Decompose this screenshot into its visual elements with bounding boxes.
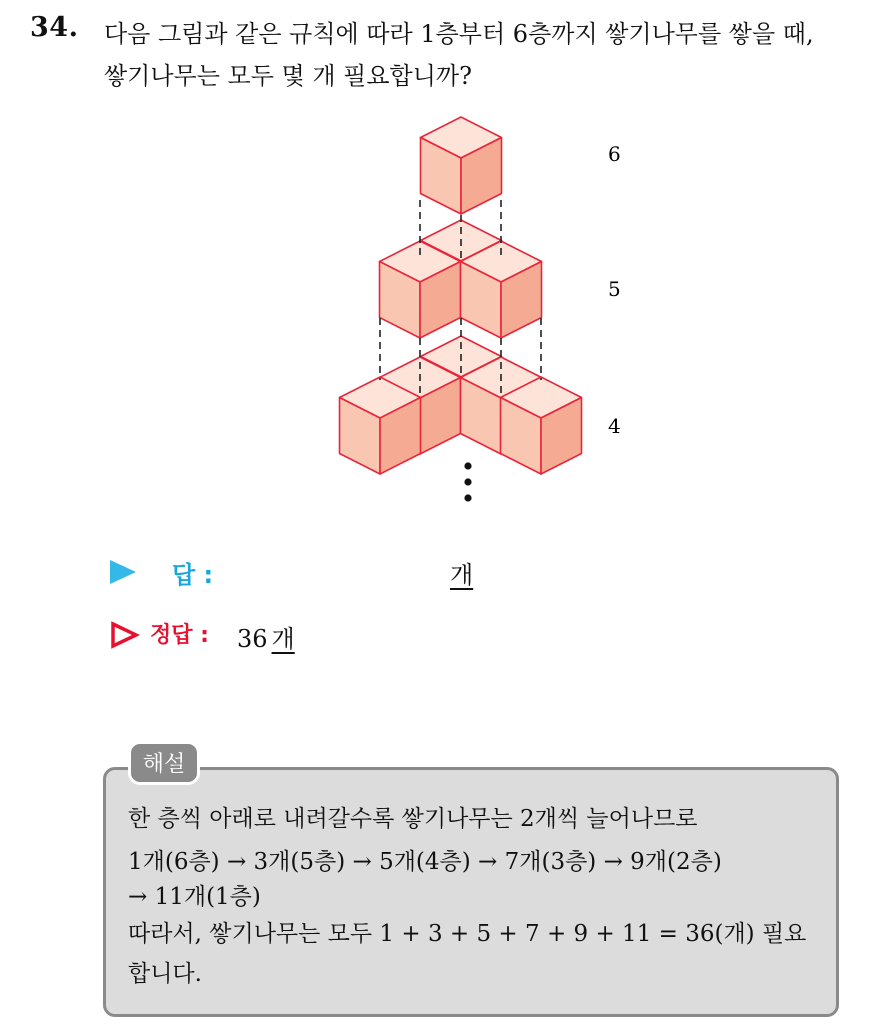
answer-unit: 개 (450, 561, 474, 589)
explanation-line-5: 합니다. (128, 961, 202, 987)
answer-row (110, 555, 610, 591)
question-number: 34. (30, 12, 79, 43)
answer-label: 답 : (172, 561, 214, 589)
play-triangle-icon (110, 560, 136, 584)
layer-label-6: 6 (608, 142, 621, 166)
correct-answer-unit: 개 (271, 625, 295, 653)
layer-label-4: 4 (608, 414, 621, 438)
answer-blank[interactable] (450, 555, 473, 590)
explanation-line-2: 1개(6층) → 3개(5층) → 5개(4층) → 7개(3층) → 9개(2층) (128, 849, 722, 875)
explanation-line-1: 한 층씩 아래로 내려갈수록 쌓기나무는 2개씩 늘어나므로 (128, 806, 698, 832)
layer-label-5: 5 (608, 277, 621, 301)
continuation-dots (464, 462, 471, 501)
explanation-line-4: 따라서, 쌓기나무는 모두 1 + 3 + 5 + 7 + 9 + 11 = 36(개) 필요 (128, 921, 807, 947)
correct-answer-row (110, 618, 610, 654)
correct-answer-label: 정답 : (150, 623, 209, 648)
question-text-line-2: 쌓기나무는 모두 몇 개 필요합니까? (104, 62, 472, 90)
correct-answer-value (237, 619, 295, 654)
correct-answer-number: 36 (237, 625, 268, 653)
outline-triangle-icon (110, 621, 140, 649)
explanation-tag: 해설 (128, 741, 200, 785)
explanation-line-3: → 11개(1층) (128, 884, 261, 910)
stacked-cubes-figure (330, 110, 660, 515)
cube-group (340, 117, 582, 474)
question-text-line-1: 다음 그림과 같은 규칙에 따라 1층부터 6층까지 쌓기나무를 쌓을 때, (104, 20, 814, 48)
